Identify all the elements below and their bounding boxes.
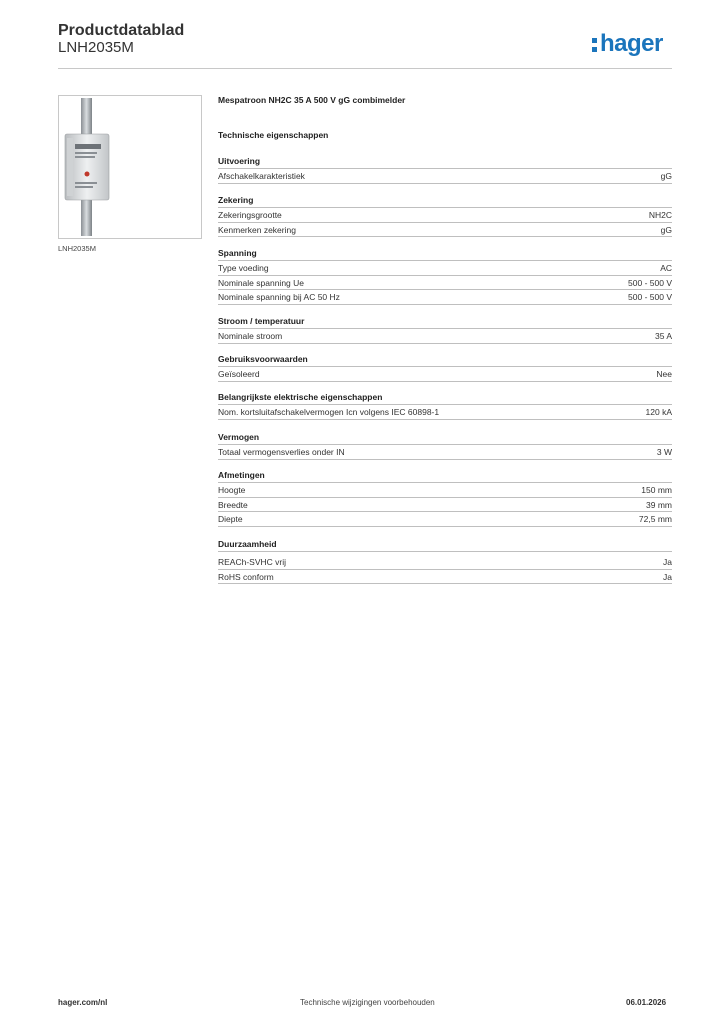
spec-row: Nominale stroom 35 A bbox=[218, 329, 672, 344]
section-afmetingen bbox=[218, 469, 672, 527]
spec-row: Afschakelkarakteristiek gG bbox=[218, 169, 672, 184]
spec-row: Breedte 39 mm bbox=[218, 498, 672, 513]
section-title: Belangrijkste elektrische eigenschappen bbox=[218, 391, 672, 405]
section-uitvoering bbox=[218, 155, 672, 184]
header-divider bbox=[58, 68, 672, 69]
section-title: Afmetingen bbox=[218, 469, 672, 483]
spec-row: Geïsoleerd Nee bbox=[218, 367, 672, 382]
spec-row: Kenmerken zekering gG bbox=[218, 223, 672, 238]
hager-logo[interactable] bbox=[592, 30, 663, 58]
logo-text: hager bbox=[600, 30, 663, 57]
section-elektrisch bbox=[218, 391, 672, 420]
section-title: Spanning bbox=[218, 247, 672, 261]
footer-date: 06.01.2026 bbox=[626, 998, 667, 1007]
section-title: Uitvoering bbox=[218, 155, 672, 169]
spec-row: Totaal vermogensverlies onder IN 3 W bbox=[218, 445, 672, 460]
spec-row: Zekeringsgrootte NH2C bbox=[218, 208, 672, 223]
section-title: Duurzaamheid bbox=[218, 538, 672, 552]
section-title: Zekering bbox=[218, 194, 672, 208]
section-stroom bbox=[218, 315, 672, 344]
image-caption: LNH2035M bbox=[58, 244, 96, 253]
footer-website-link[interactable]: hager.com/nl bbox=[58, 998, 108, 1007]
product-description: Mespatroon NH2C 35 A 500 V gG combimelder bbox=[218, 95, 406, 105]
fuse-illustration bbox=[59, 96, 201, 238]
spec-row: Diepte 72,5 mm bbox=[218, 512, 672, 527]
spec-row: Nominale spanning bij AC 50 Hz 500 - 500 V bbox=[218, 290, 672, 305]
section-title: Vermogen bbox=[218, 431, 672, 445]
section-title: Stroom / temperatuur bbox=[218, 315, 672, 329]
page-title: Productdatablad bbox=[58, 22, 185, 39]
spec-row: Type voeding AC bbox=[218, 261, 672, 276]
footer-note: Technische wijzigingen voorbehouden bbox=[300, 998, 435, 1007]
spec-row: RoHS conform Ja bbox=[218, 570, 672, 585]
product-image bbox=[58, 95, 202, 239]
logo-dots-icon bbox=[592, 37, 598, 53]
section-title: Gebruiksvoorwaarden bbox=[218, 353, 672, 367]
section-duurzaamheid bbox=[218, 538, 672, 584]
section-vermogen bbox=[218, 431, 672, 460]
spec-row: REACh-SVHC vrij Ja bbox=[218, 555, 672, 570]
section-gebruiksvoorwaarden bbox=[218, 353, 672, 382]
tech-heading: Technische eigenschappen bbox=[218, 130, 329, 140]
spec-row: Nom. kortsluitafschakelvermogen Icn volgens IEC 60898-1 120 kA bbox=[218, 405, 672, 420]
spec-row: Nominale spanning Ue 500 - 500 V bbox=[218, 276, 672, 291]
product-code: LNH2035M bbox=[58, 39, 134, 56]
spec-row: Hoogte 150 mm bbox=[218, 483, 672, 498]
section-spanning bbox=[218, 247, 672, 305]
section-zekering bbox=[218, 194, 672, 237]
